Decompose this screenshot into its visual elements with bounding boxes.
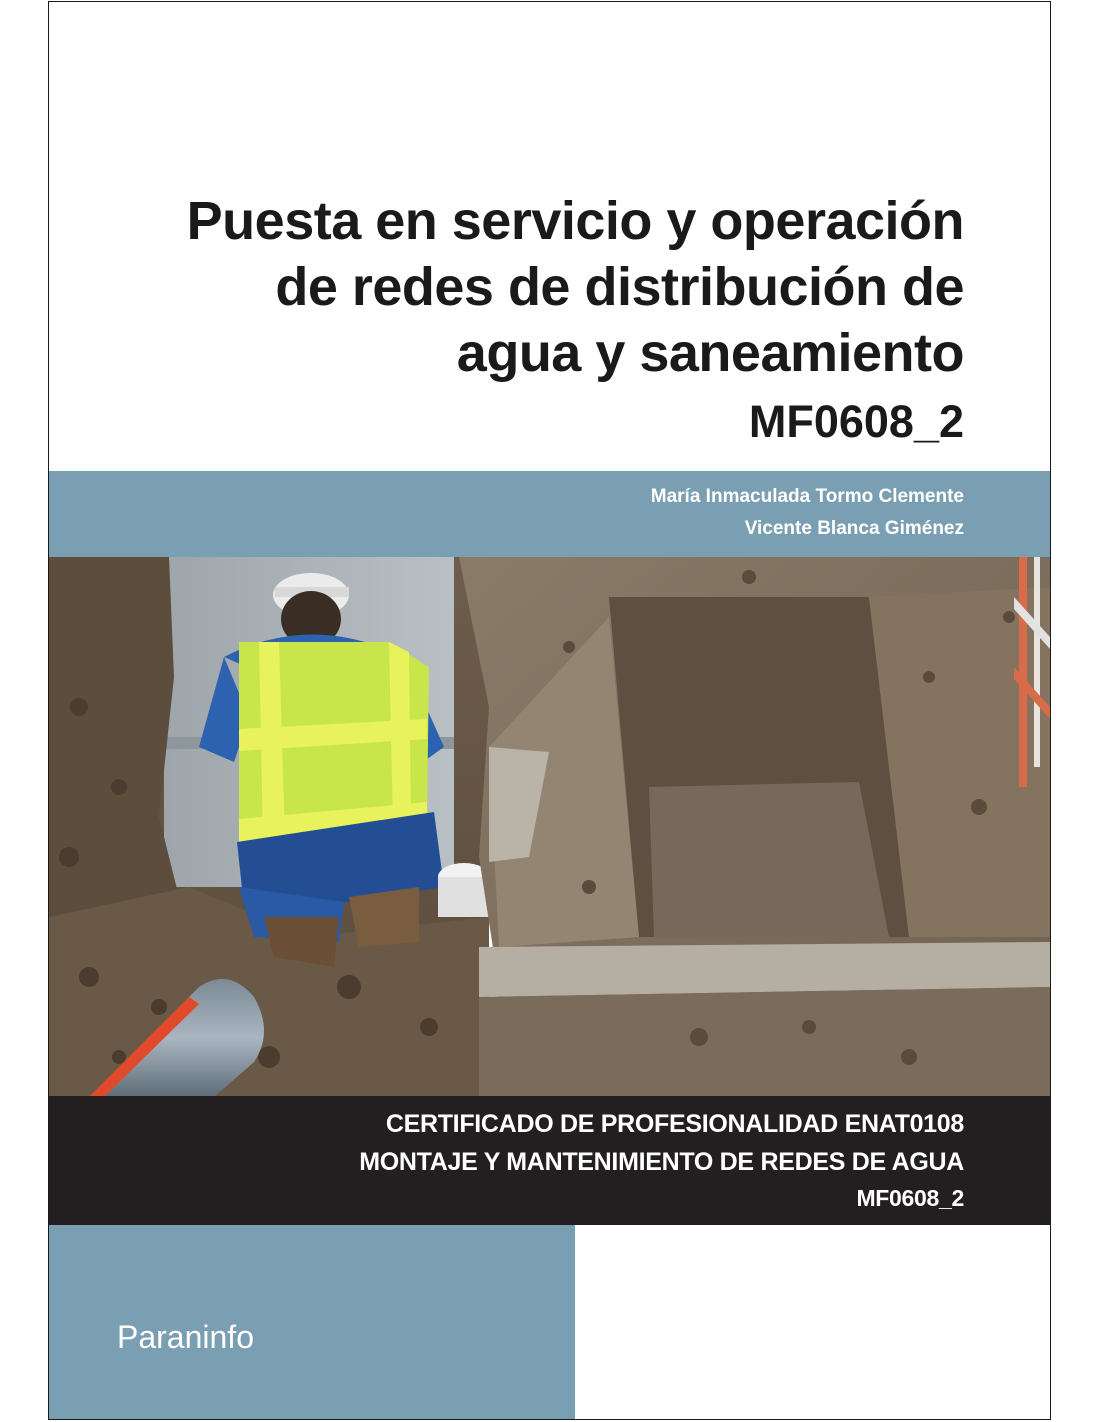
book-cover [48, 1, 1051, 1420]
title-line-3: agua y saneamiento [456, 323, 964, 383]
author-name: Vicente Blanca Giménez [744, 518, 964, 539]
work-boot [349, 887, 419, 947]
cover-photo [49, 557, 1050, 1097]
certificate-code: MF0608_2 [856, 1185, 964, 1211]
title-line-2: de redes de distribución de [275, 257, 964, 317]
authors-band [49, 471, 1050, 557]
dirt-mound-left [49, 557, 179, 937]
certificate-title: CERTIFICADO DE PROFESIONALIDAD ENAT0108 [385, 1110, 964, 1138]
title-line-1: Puesta en servicio y operación [186, 191, 964, 251]
certificate-band [49, 1096, 1050, 1225]
trench-floor [649, 782, 889, 937]
author-name: María Inmaculada Tormo Clemente [650, 486, 964, 507]
trench-photo-illustration [49, 557, 1050, 1097]
certificate-subtitle: MONTAJE Y MANTENIMIENTO DE REDES DE AGUA [359, 1148, 964, 1176]
module-code: MF0608_2 [748, 396, 964, 447]
book-title [187, 188, 964, 386]
publisher-block [49, 1225, 575, 1420]
publisher-logo: Paraninfo [117, 1319, 254, 1355]
foreground-dirt [479, 987, 1050, 1097]
title-block [49, 2, 1050, 472]
